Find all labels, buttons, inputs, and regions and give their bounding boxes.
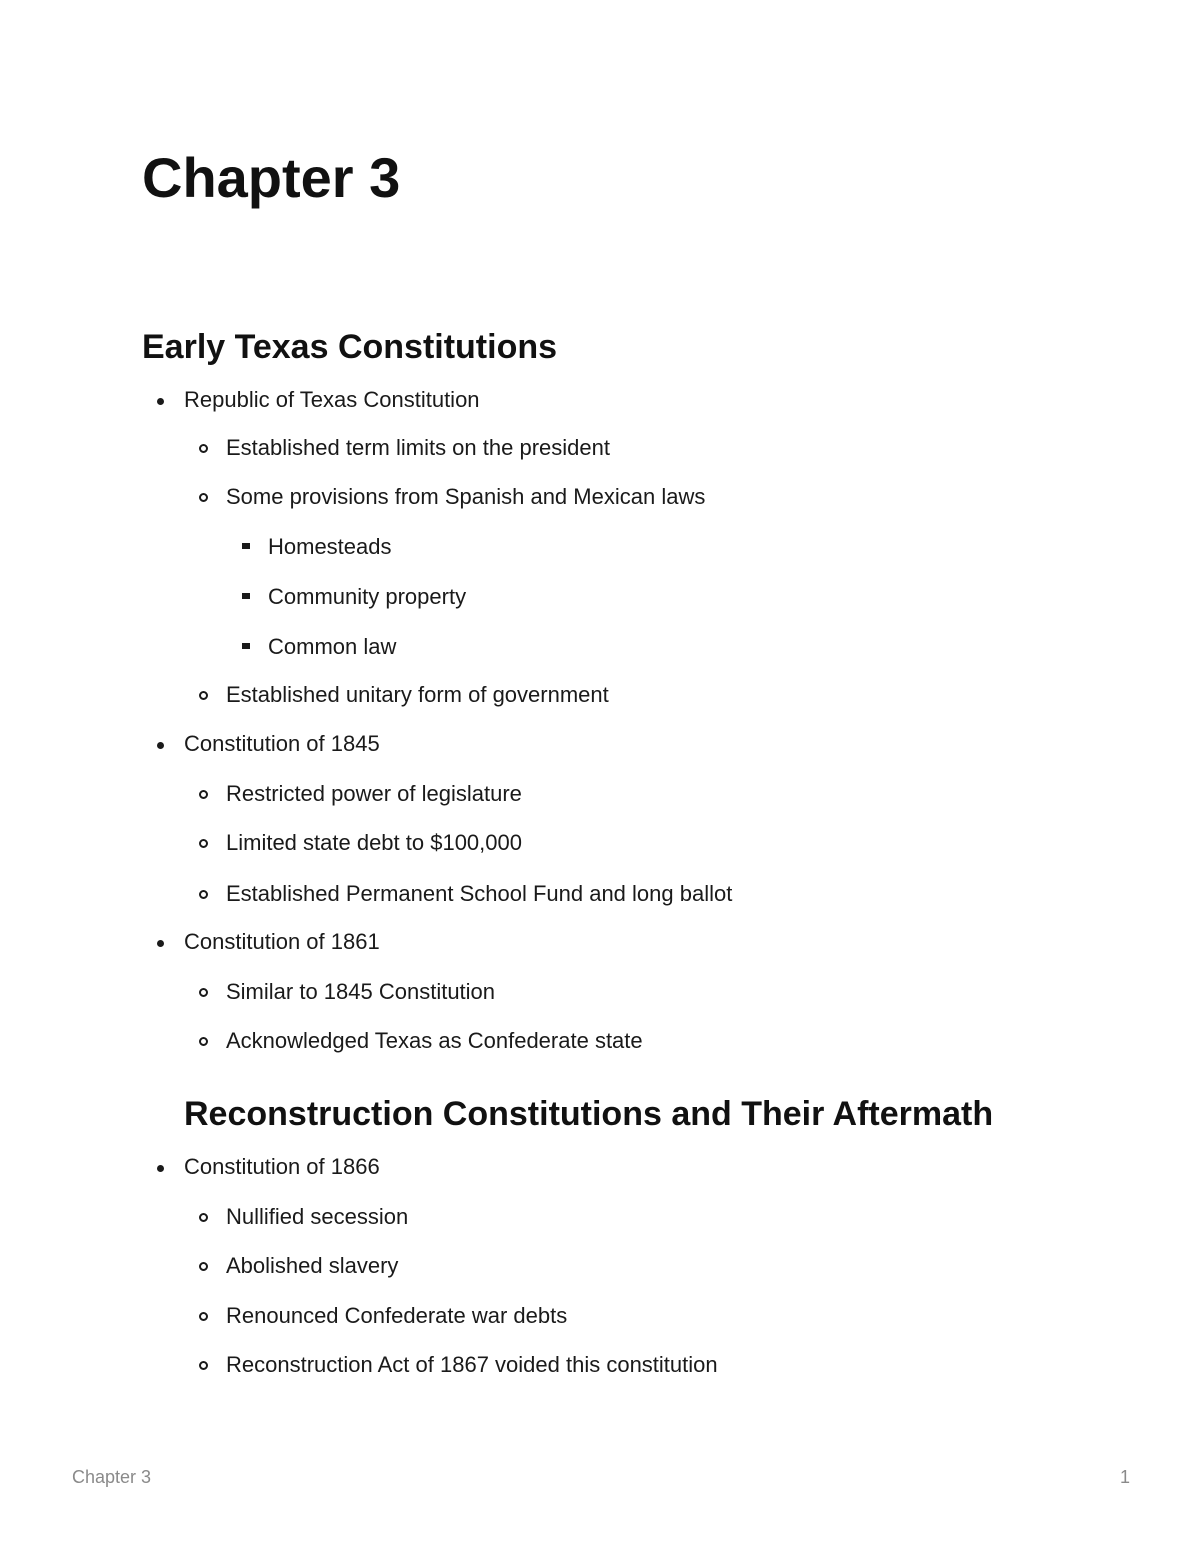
section-heading-early-texas-constitutions: Early Texas Constitutions (142, 328, 558, 366)
bullet-disc-icon (157, 742, 164, 749)
bullet-disc-icon (157, 940, 164, 947)
bullet-circle-icon (199, 890, 208, 899)
list-item: Acknowledged Texas as Confederate state (226, 1028, 643, 1053)
list-item: Established Permanent School Fund and long ballot (226, 881, 733, 906)
list-item: Limited state debt to $100,000 (226, 830, 522, 855)
page-title: Chapter 3 (142, 146, 401, 209)
list-item: Constitution of 1866 (184, 1154, 380, 1179)
bullet-circle-icon (199, 839, 208, 848)
bullet-circle-icon (199, 988, 208, 997)
bullet-circle-icon (199, 790, 208, 799)
bullet-square-icon (242, 543, 250, 549)
list-item: Restricted power of legislature (226, 781, 522, 806)
footer-chapter-label: Chapter 3 (72, 1467, 152, 1487)
bullet-circle-icon (199, 493, 208, 502)
list-item: Abolished slavery (226, 1253, 399, 1278)
section-heading-reconstruction-constitutions: Reconstruction Constitutions and Their Aftermath (184, 1095, 994, 1133)
bullet-square-icon (242, 593, 250, 599)
list-item: Nullified secession (226, 1204, 409, 1229)
bullet-circle-icon (199, 1262, 208, 1271)
list-item: Established term limits on the president (226, 435, 610, 460)
bullet-disc-icon (157, 1165, 164, 1172)
list-item: Republic of Texas Constitution (184, 387, 480, 412)
list-item: Constitution of 1861 (184, 929, 380, 954)
bullet-disc-icon (157, 398, 164, 405)
bullet-circle-icon (199, 691, 208, 700)
list-item: Renounced Confederate war debts (226, 1303, 568, 1328)
list-item: Common law (268, 634, 397, 659)
list-item: Constitution of 1845 (184, 731, 380, 756)
list-item: Similar to 1845 Constitution (226, 979, 496, 1004)
bullet-circle-icon (199, 444, 208, 453)
list-item: Homesteads (268, 534, 392, 559)
bullet-circle-icon (199, 1037, 208, 1046)
bullet-square-icon (242, 643, 250, 649)
bullet-circle-icon (199, 1213, 208, 1222)
list-item: Reconstruction Act of 1867 voided this constitution (226, 1352, 718, 1377)
list-item: Some provisions from Spanish and Mexican laws (226, 484, 706, 509)
list-item: Community property (268, 584, 467, 609)
bullet-circle-icon (199, 1361, 208, 1370)
list-item: Established unitary form of government (226, 682, 609, 707)
footer-page-number: 1 (1119, 1467, 1130, 1487)
bullet-circle-icon (199, 1312, 208, 1321)
